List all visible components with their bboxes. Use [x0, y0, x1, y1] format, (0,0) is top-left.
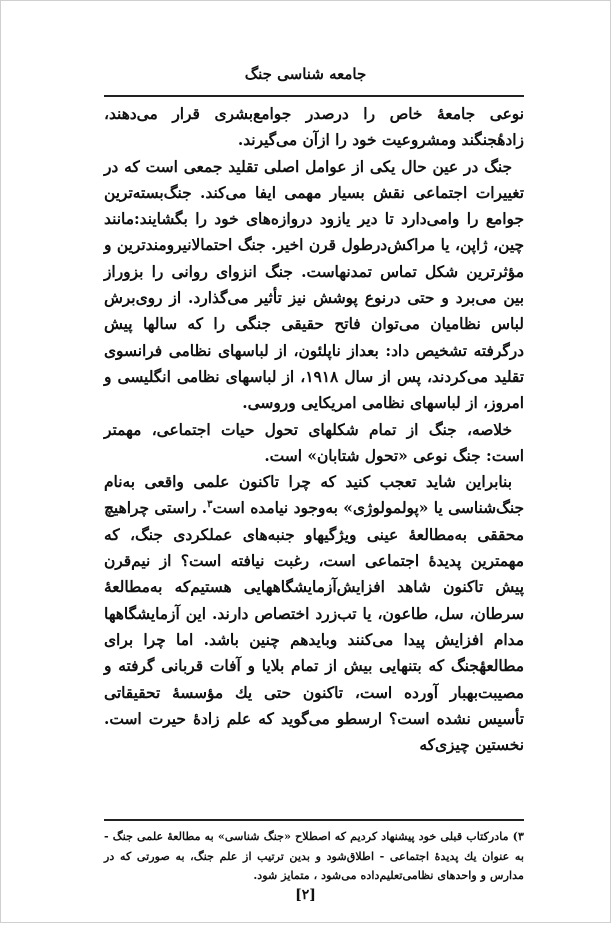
footnote-rule [104, 819, 524, 821]
footnotes [104, 827, 524, 886]
paragraph-4 [104, 469, 524, 758]
paragraph-4-text-a: بنابراین شاید تعجب کنید که چرا تاکنون علمی واقعی به‌نام جنگ‌شناسی یا «پولمولوژی» به‌وجود نیامده است [104, 473, 524, 518]
footnote-marker: ۳ [207, 499, 213, 511]
paragraph-3: خلاصه، جنگ از تمام شکلهای تحول حیات اجتماعی، مهمتر است: جنگ نوعی «تحول شتابان» است. [104, 420, 524, 465]
body-text [104, 101, 524, 758]
running-header: جامعه شناسی جنگ [244, 65, 367, 83]
paragraph-4-text-b: . راستی چراهیچ محققی به‌مطالعهٔ عینی ویژگیهاو جنبه‌های عملکردی جنگ، که مهمترین پدیدهٔ اجتماعی است، رغبت نیافته است؟ از نیم‌قرن پیش تاکنون شاهد افزایش‌آزمایشگاههایی هستیم‌که به‌مطالعهٔ سرطان، سل، طاعون، یا تب‌زرد اختصاص دارند. این آزمایشگاهها مدام افزایش پیدا می‌کنند وبایدهم چنین باشد. اما چرا برای مطالعهٔجنگ که بتنهایی بیش از تمام بلایا و آفات قربانی گرفته و مصیبت‌بهبار آورده است، تاکنون حتی یك مؤسسهٔ تحقیقاتی تأسیس نشده است؟ ارسطو می‌گوید که علم زادهٔ حیرت است. نخستین چیزی‌که [104, 499, 524, 755]
paragraph-2: جنگ در عین حال یکی از عوامل اصلی تقلید جمعی است که در تغییرات اجتماعی نقش بسیار مهمی ایفا می‌کند. جنگ‌بسته‌ترین جوامع را وامی‌دارد تا دیر یازود دروازه‌های خود را بگشایند:مانند چین، ژاپن، یا مراکش‌درطول قرن اخیر. جنگ احتمالانیرومندترین و مؤثرترین شکل تماس تمدنهاست. جنگ انزوای روانی را بزوراز بین می‌برد و حتی درنوع پوشش نیز تأثیر می‌گذارد. از روی‌برش لباس نظامیان می‌توان فاتح حقیقی جنگی را که سالها پیش درگرفته تشخیص داد: بعداز ناپلئون، از لباسهای نظامی فرانسوی تقلید می‌کردند، پس از سال ۱۹۱۸، از لباسهای نظامی انگلیسی و امروز، از لباسهای نظامی امریکایی وروسی. [104, 157, 524, 413]
paragraph-1: نوعی جامعهٔ خاص را درصدر جوامع‌بشری قرار می‌دهند، زادهٔجنگند ومشروعیت خود را ازآن می‌گیرند. [104, 105, 524, 150]
header-rule [104, 95, 524, 97]
page-number: [۲] [295, 887, 316, 903]
footnote-3: ۳) مادرکتاب قبلی خود پیشنهاد کردیم که اصطلاح «جنگ شناسی» به مطالعهٔ علمی جنگ - به عنوان یك پدیدهٔ اجتماعی - اطلاق‌شود و بدین ترتیب از علم جنگ، به صورتی که در مدارس و واحدهای نظامی‌تعلیم‌داده می‌شود ، متمایز شود. [104, 829, 524, 882]
